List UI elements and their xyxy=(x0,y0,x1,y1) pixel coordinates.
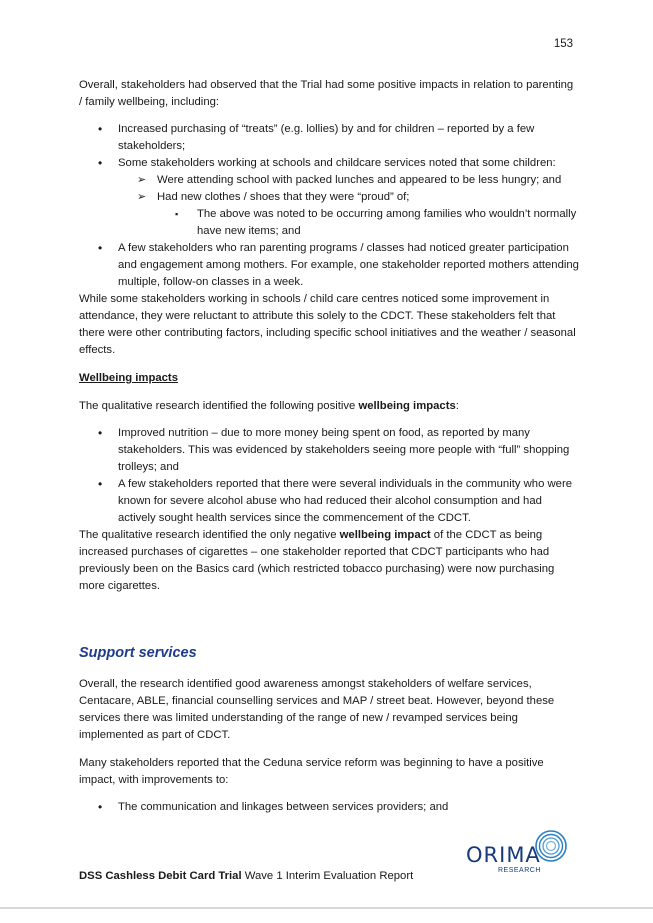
family-intro: Overall, stakeholders had observed that the Trial had some positive impacts in relation to parenting / family wellbeing, including: xyxy=(79,79,574,108)
list-item-text: Increased purchasing of “treats” (e.g. lollies) by and for children – reported by a few stakeholders; xyxy=(118,123,535,152)
sub-sub-list xyxy=(157,206,579,240)
wellbeing-heading: Wellbeing impacts xyxy=(79,372,178,384)
page-body xyxy=(79,77,579,816)
text-run: : xyxy=(455,400,459,412)
arrow-bullet-icon: ➢ xyxy=(137,191,147,203)
support-paragraph-2: Many stakeholders reported that the Ceduna service reform was beginning to have a positive impact, with improvements to: xyxy=(79,757,544,786)
text-run: of the CDCT as being increased purchases of cigarettes – one stakeholder reported that CDCT participants who had previously been on the Basics card (which restricted tobacco purchasing) were now purchasing more cigarettes. xyxy=(79,529,555,592)
sub-sub-list-item xyxy=(157,206,579,240)
sub-list-item xyxy=(118,189,579,240)
logo-subtitle: RESEARCH xyxy=(498,867,541,874)
report-footer xyxy=(79,870,413,882)
logo-wordmark: ORIMA xyxy=(466,843,541,867)
list-item-text: The above was noted to be occurring among families who wouldn’t normally have new items; and xyxy=(197,208,577,237)
list-item-text: The communication and linkages between services providers; and xyxy=(118,801,449,813)
section-title: Support services xyxy=(79,645,197,661)
bold-text: wellbeing impact xyxy=(339,529,431,541)
footer-text: Wave 1 Interim Evaluation Report xyxy=(241,870,414,882)
negative-impact-paragraph xyxy=(79,527,579,595)
arrow-bullet-icon: ➢ xyxy=(137,174,147,186)
page-number: 153 xyxy=(553,38,573,50)
bold-text: wellbeing impacts xyxy=(358,400,456,412)
list-item xyxy=(79,476,579,527)
list-item xyxy=(79,155,579,240)
wellbeing-intro xyxy=(79,398,579,415)
text-run: The qualitative research identified the only negative xyxy=(79,529,340,541)
list-item-text: Had new clothes / shoes that they were “proud” of; xyxy=(157,191,410,203)
footer-bold-text: DSS Cashless Debit Card Trial xyxy=(79,870,242,882)
wellbeing-bullet-list xyxy=(79,425,579,527)
bullet-icon: • xyxy=(98,426,103,440)
bullet-icon: • xyxy=(98,241,103,255)
list-item xyxy=(79,799,579,816)
family-bullet-list xyxy=(79,121,579,291)
list-item-text: Some stakeholders working at schools and childcare services noted that some children: xyxy=(118,157,556,169)
bullet-icon: • xyxy=(98,156,103,170)
page-divider xyxy=(0,907,653,909)
bullet-icon: • xyxy=(98,800,103,814)
sub-list-item xyxy=(118,172,579,189)
sub-list xyxy=(118,172,579,240)
orima-logo xyxy=(462,829,572,879)
list-item-text: Were attending school with packed lunches and appeared to be less hungry; and xyxy=(157,174,562,186)
list-item xyxy=(79,121,579,155)
list-item-text: A few stakeholders reported that there were several individuals in the community who were known for severe alcohol abuse who had reduced their alcohol consumption and had actively sought health services since the commencement of the CDCT. xyxy=(118,478,572,524)
schools-paragraph: While some stakeholders working in schools / child care centres noticed some improvement in attendance, they were reluctant to attribute this solely to the CDCT. These stakeholders felt that there were other contributing factors, including specific school initiatives and the weather / seasonal effects. xyxy=(79,293,576,356)
bullet-icon: • xyxy=(98,122,103,136)
list-item xyxy=(79,240,579,291)
text-run: The qualitative research identified the following positive xyxy=(79,400,359,412)
list-item xyxy=(79,425,579,476)
list-item-text: A few stakeholders who ran parenting programs / classes had noticed greater participation and engagement among mothers. For example, one stakeholder reported mothers attending multiple, follow-on classes in a week. xyxy=(118,242,579,288)
list-item-text: Improved nutrition – due to more money being spent on food, as reported by many stakeholders. This was evidenced by stakeholders seeing more people with “full” shopping trolleys; and xyxy=(118,427,570,473)
support-bullet-list xyxy=(79,799,579,816)
square-bullet-icon: ▪ xyxy=(175,209,179,219)
support-paragraph-1: Overall, the research identified good awareness amongst stakeholders of welfare services, Centacare, ABLE, financial counselling services and MAP / street beat. However, beyond these services there was limited understanding of the range of new / revamped services being implemented as part of CDCT. xyxy=(79,678,555,741)
bullet-icon: • xyxy=(98,477,103,491)
